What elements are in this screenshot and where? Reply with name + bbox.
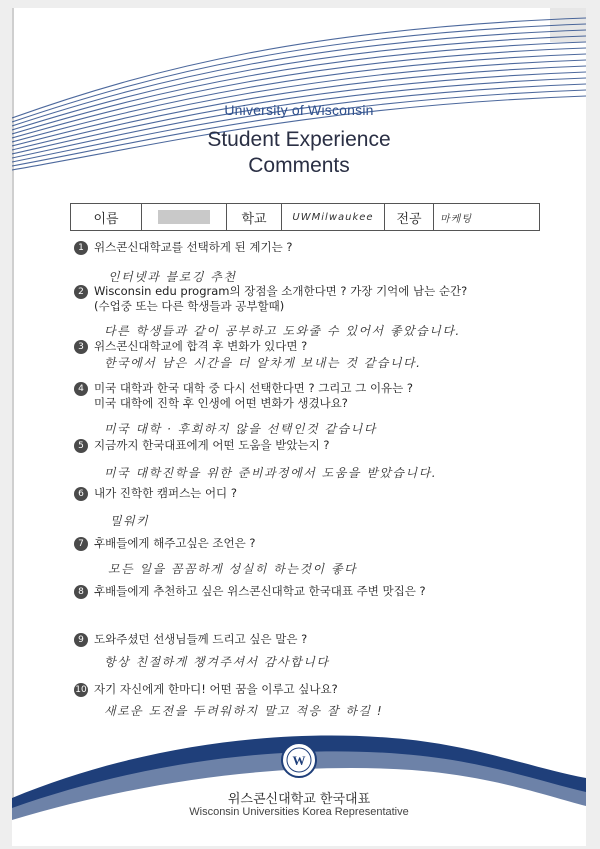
question-subtext: (수업중 또는 다른 학생들과 공부할때) <box>94 299 285 313</box>
question-text: 내가 진학한 캠퍼스는 어디 ? <box>94 486 237 500</box>
question-text: 후배들에게 해주고싶은 조언은 ? <box>94 536 256 550</box>
question-text: Wisconsin edu program의 장점을 소개한다면 ? 가장 기억에 남는 순간? <box>94 284 468 298</box>
redacted-name <box>158 210 210 224</box>
question-9 <box>74 632 307 647</box>
answer-1: 인터넷과 블로깅 추천 <box>108 270 237 284</box>
question-text: 위스콘신대학교를 선택하게 된 계기는 ? <box>94 240 293 254</box>
question-number: 10 <box>74 683 88 697</box>
question-10 <box>74 682 338 697</box>
school-value: UWMilwaukee <box>282 204 385 230</box>
footer-org-korean: 위스콘신대학교 한국대표 <box>227 792 371 807</box>
footer-org-english: Wisconsin Universities Korea Representative <box>189 806 409 818</box>
student-info-row <box>70 203 540 231</box>
question-number: 5 <box>74 439 88 453</box>
answer-10: 새로운 도전을 두려워하지 말고 적응 잘 하길 ! <box>104 704 384 718</box>
question-text: 자기 자신에게 한마디! 어떤 꿈을 이루고 싶나요? <box>94 682 338 696</box>
answer-4: 미국 대학 · 후회하지 않을 선택인것 같습니다 <box>104 422 377 436</box>
question-3 <box>74 339 307 354</box>
question-subtext: 미국 대학에 진학 후 인생에 어떤 변화가 생겼나요? <box>94 396 348 410</box>
question-number: 7 <box>74 537 88 551</box>
university-seal-logo <box>280 741 318 779</box>
question-5 <box>74 438 329 453</box>
answer-3: 한국에서 남은 시간을 더 알차게 보내는 것 같습니다. <box>104 356 422 370</box>
question-number: 4 <box>74 382 88 396</box>
question-text: 지금까지 한국대표에게 어떤 도움을 받았는지 ? <box>94 438 330 452</box>
question-8 <box>74 584 426 599</box>
answer-6: 밀워키 <box>110 514 150 528</box>
answer-5: 미국 대학진학을 위한 준비과정에서 도움을 받았습니다. <box>104 466 438 480</box>
answer-2: 다른 학생들과 같이 공부하고 도와줄 수 있어서 좋았습니다. <box>104 324 461 338</box>
major-label: 전공 <box>385 204 434 230</box>
name-label: 이름 <box>71 204 142 230</box>
name-value <box>142 204 227 230</box>
question-text: 도와주셨던 선생님들께 드리고 싶은 말은 ? <box>94 632 308 646</box>
comment-sheet <box>12 8 586 846</box>
major-value: 마케팅 <box>440 213 472 225</box>
school-label: 학교 <box>227 204 282 230</box>
answer-7: 모든 일을 꼼꼼하게 성실히 하는것이 좋다 <box>108 562 358 576</box>
title-line-1: Student Experience <box>207 128 391 151</box>
question-number: 9 <box>74 633 88 647</box>
question-text: 위스콘신대학교에 합격 후 변화가 있다면 ? <box>94 339 308 353</box>
question-number: 1 <box>74 241 88 255</box>
question-2 <box>74 284 467 314</box>
question-number: 8 <box>74 585 88 599</box>
question-text: 후배들에게 추천하고 싶은 위스콘신대학교 한국대표 주변 맛집은 ? <box>94 584 426 598</box>
question-number: 6 <box>74 487 88 501</box>
question-7 <box>74 536 256 551</box>
answer-9: 항상 친절하게 챙겨주셔서 감사합니다 <box>104 655 330 669</box>
title-line-2: Comments <box>248 154 350 177</box>
question-6 <box>74 486 237 501</box>
question-text: 미국 대학과 한국 대학 중 다시 선택한다면 ? 그리고 그 이유는 ? <box>94 381 414 395</box>
logo-letter: W <box>292 753 306 768</box>
question-number: 2 <box>74 285 88 299</box>
question-4 <box>74 381 413 411</box>
question-1 <box>74 240 292 255</box>
question-number: 3 <box>74 340 88 354</box>
university-name: University of Wisconsin <box>224 102 374 118</box>
